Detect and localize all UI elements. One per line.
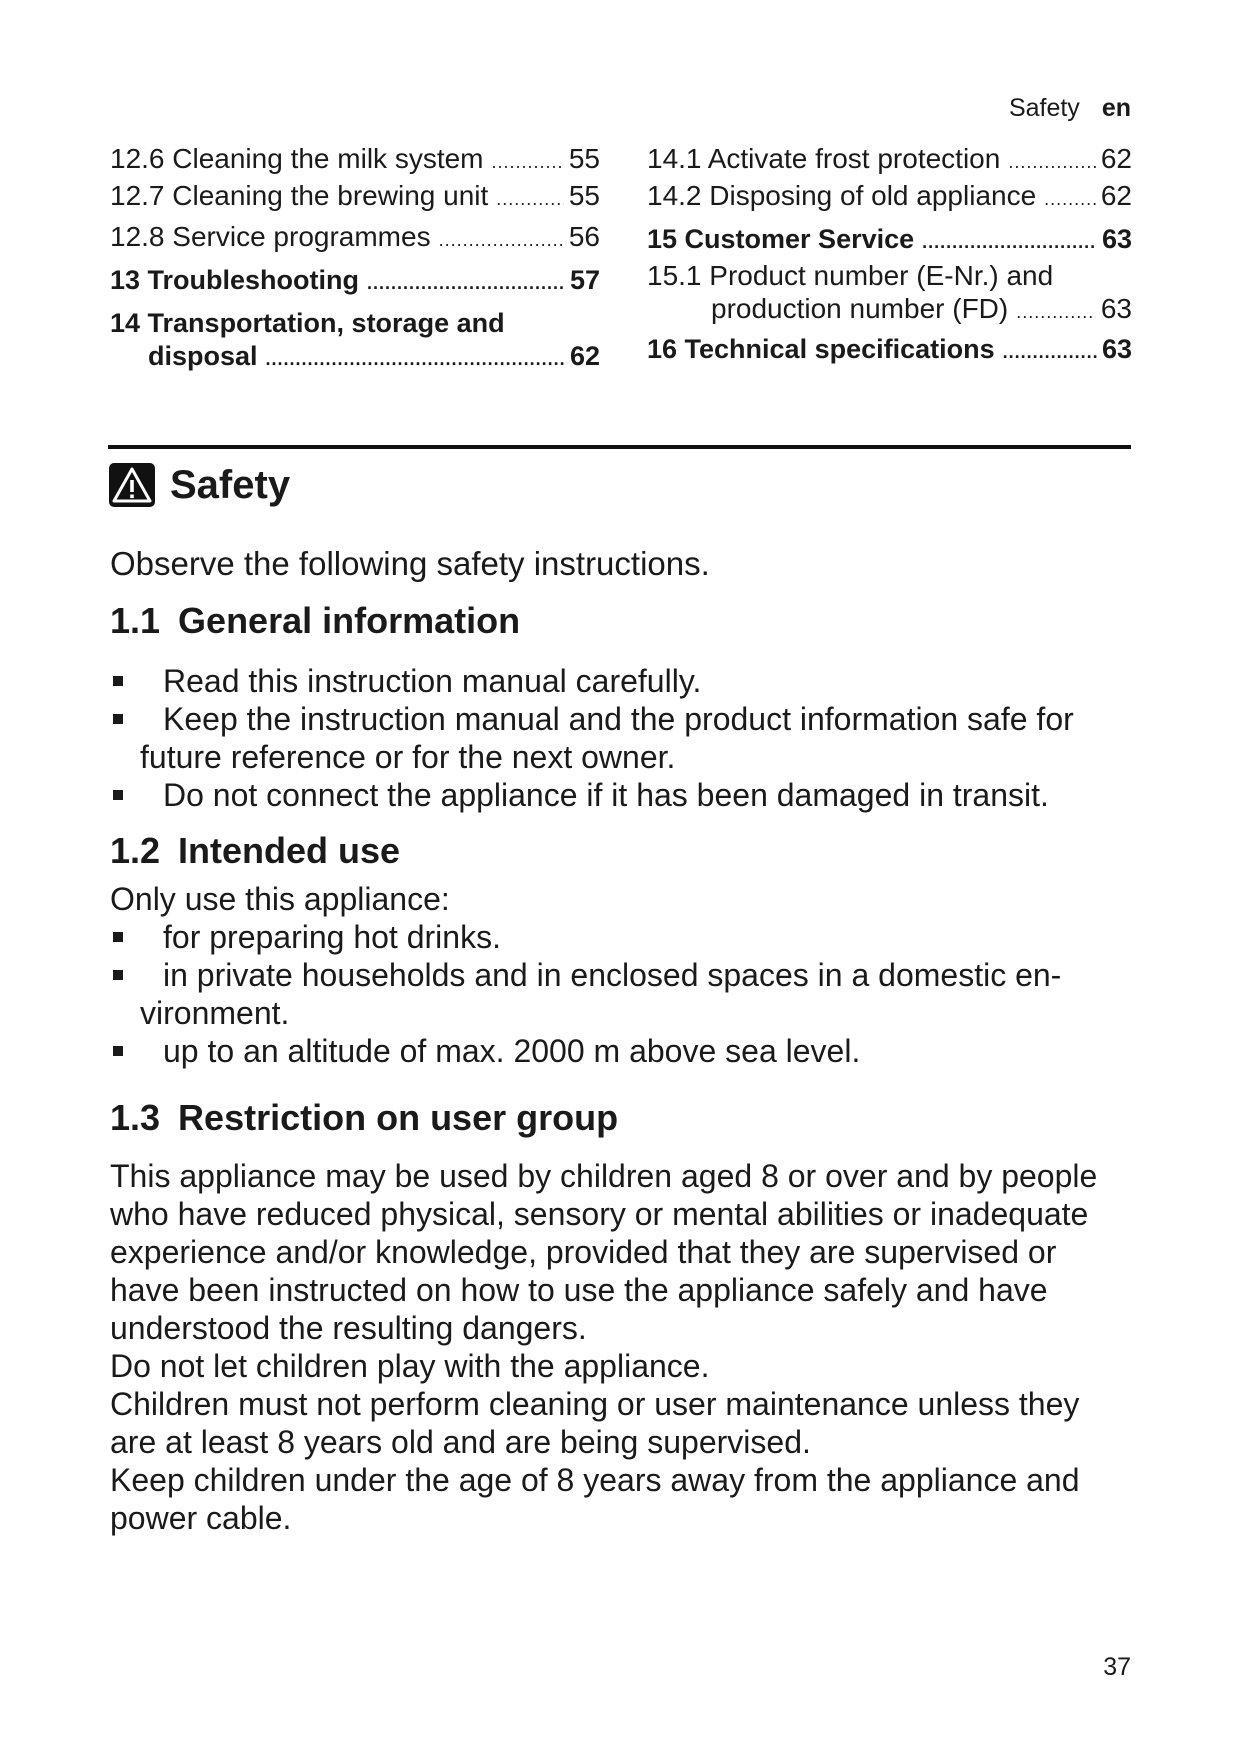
list-item: up to an altitude of max. 2000 m above sea level. xyxy=(110,1032,1150,1070)
page-title: Safety xyxy=(170,462,291,507)
bullet-list xyxy=(110,918,1150,1070)
paragraph: Children must not perform cleaning or user maintenance unless they are at least 8 years old and are being supervised. xyxy=(110,1386,1080,1460)
section-divider xyxy=(108,445,1131,449)
section-heading: 1.1 General information xyxy=(110,600,521,641)
toc-entry[interactable]: 16 Technical specifications ..... 63 xyxy=(647,333,1132,369)
toc-entry[interactable]: 14.2 Disposing of old appliance ..... 62 xyxy=(647,179,1132,216)
list-item: Keep the instruction manual and the product information safe for future reference or for the next owner. xyxy=(110,700,1150,776)
paragraph: This appliance may be used by children aged 8 or over and by people who have reduced physical, sensory or mental abilities or inadequate experience and/or knowledge, provided that they are supervised or have been instructed on how to use the appliance safely and have understood the resulting dangers. xyxy=(110,1158,1098,1346)
toc-entry[interactable]: 14.1 Activate frost protection ..... 62 xyxy=(647,142,1132,179)
list-item: in private households and in enclosed spaces in a domestic en-vironment. xyxy=(110,956,1150,1032)
section-restriction-user-group xyxy=(110,1097,1110,1537)
section-heading: 1.3 Restriction on user group xyxy=(110,1097,619,1138)
toc-entry[interactable]: 15 Customer Service ..... 63 xyxy=(647,223,1132,259)
running-header-language: en xyxy=(1101,94,1131,122)
toc-entry[interactable]: 14 Transportation, storage and disposal ..... 62 xyxy=(110,307,600,376)
list-item: Read this instruction manual carefully. xyxy=(110,662,1150,700)
list-item: for preparing hot drinks. xyxy=(110,918,1150,956)
page-number: 37 xyxy=(1103,1653,1131,1681)
toc-entry[interactable]: 13 Troubleshooting ..... 57 xyxy=(110,264,600,300)
safety-heading xyxy=(108,462,290,508)
section-general-information xyxy=(110,600,1150,814)
section-heading: 1.2 Intended use xyxy=(110,830,401,871)
safety-intro: Observe the following safety instructions. xyxy=(110,545,710,582)
paragraph: Keep children under the age of 8 years away from the appliance and power cable. xyxy=(110,1462,1080,1536)
bullet-list xyxy=(110,662,1150,814)
toc-right-column xyxy=(647,142,1132,369)
toc-left-column xyxy=(110,142,600,376)
toc-entry[interactable]: 12.6 Cleaning the milk system ..... 55 xyxy=(110,142,600,179)
toc-entry[interactable]: 12.8 Service programmes ..... 56 xyxy=(110,220,600,257)
warning-triangle-icon xyxy=(108,462,156,508)
section-lead: Only use this appliance: xyxy=(110,881,450,917)
toc-entry[interactable]: 12.7 Cleaning the brewing unit ..... 55 xyxy=(110,179,600,216)
running-header-section: Safety xyxy=(1008,94,1080,122)
section-intended-use xyxy=(110,830,1150,1070)
paragraph: Do not let children play with the appliance. xyxy=(110,1348,710,1384)
running-header xyxy=(1009,94,1131,123)
toc-entry[interactable]: 15.1 Product number (E-Nr.) and production number (FD) ..... 63 xyxy=(647,259,1132,329)
list-item: Do not connect the appliance if it has been damaged in transit. xyxy=(110,776,1150,814)
